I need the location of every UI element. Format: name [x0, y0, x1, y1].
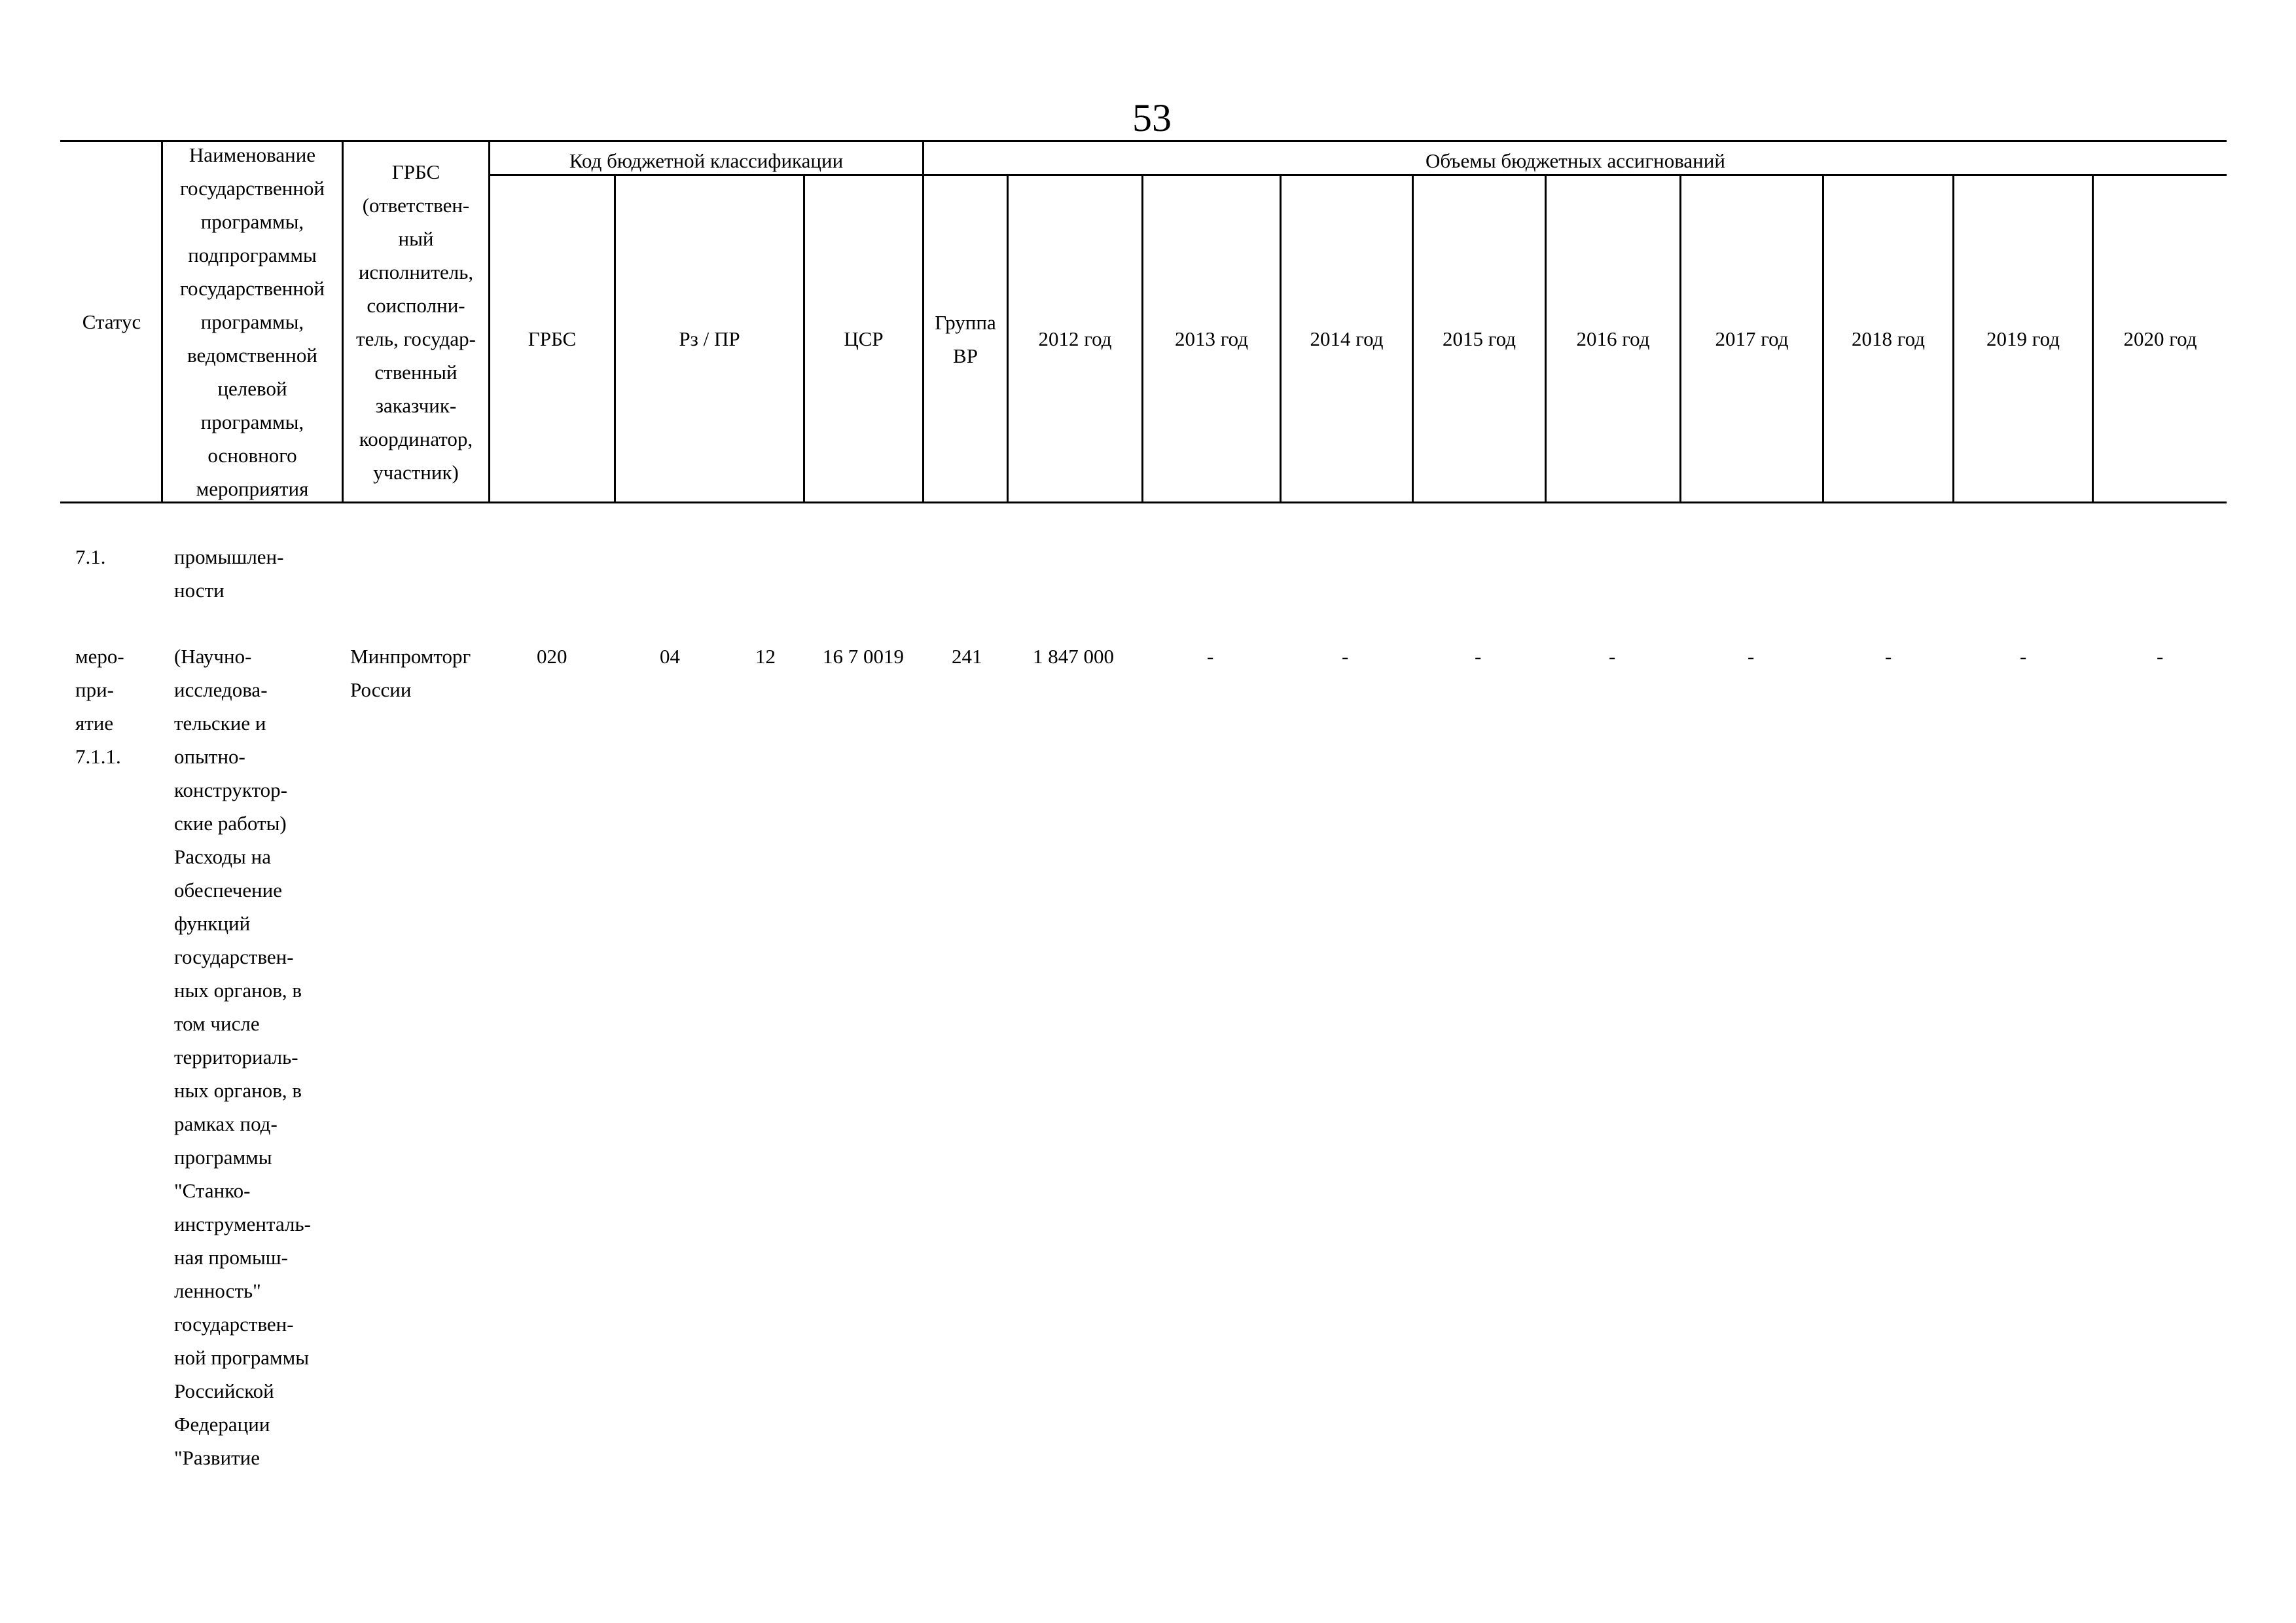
row-csr: 16 7 0019 [823, 645, 904, 668]
row-executor: Минпромторг России [350, 645, 471, 701]
row-value-2014: - [1342, 645, 1349, 668]
header-year-2012: 2012 год [1038, 327, 1112, 350]
header-rz-pr: Рз / ПР [679, 327, 740, 350]
header-vr: Группа ВР [935, 310, 996, 367]
row-program-name: промышлен- ности [174, 545, 284, 602]
header-year-2016: 2016 год [1576, 327, 1650, 350]
row-grbs: 020 [537, 645, 567, 668]
header-year-2013: 2013 год [1174, 327, 1249, 350]
row-value-2017: - [1748, 645, 1755, 668]
header-year-2017: 2017 год [1715, 327, 1789, 350]
row-rz: 04 [660, 645, 680, 668]
header-year-2015: 2015 год [1442, 327, 1516, 350]
row-value-2018: - [1885, 645, 1892, 668]
header-program-name: Наименование государственной программы, подпрограммы государственной программы, ведомственной целевой программы, основного мероприятия [180, 143, 325, 500]
row-value-2012: 1 847 000 [1033, 645, 1114, 668]
row-program-name: (Научно- исследова- тельские и опытно- конструктор- ские работы) Расходы на обеспечение функций государствен- ных органов, в том числе территориаль- ных органов, в рамках под- программы "Станко- инструменталь- ная промыш- ленность" государствен- ной программы Российской Федерации "Развитие [174, 645, 311, 1469]
row-vr: 241 [952, 645, 982, 668]
row-value-2013: - [1207, 645, 1214, 668]
header-grbs-executor: ГРБС (ответствен- ный исполнитель, соисполни- тель, государ- ственный заказчик- координатор, участник) [356, 160, 476, 484]
row-pr: 12 [755, 645, 776, 668]
row-status: меро- при- ятие 7.1.1. [75, 645, 124, 768]
page-number: 53 [1132, 96, 1172, 139]
row-value-2020: - [2157, 645, 2164, 668]
row-value-2016: - [1609, 645, 1616, 668]
header-year-2020: 2020 год [2123, 327, 2197, 350]
row-value-2019: - [2020, 645, 2027, 668]
header-budget-code-group: Код бюджетной классификации [569, 149, 844, 172]
header-grbs: ГРБС [528, 327, 577, 350]
header-status: Статус [82, 310, 141, 333]
row-value-2015: - [1475, 645, 1482, 668]
header-csr: ЦСР [844, 327, 884, 350]
header-year-2014: 2014 год [1310, 327, 1384, 350]
header-year-2019: 2019 год [1986, 327, 2060, 350]
header-bottom-rule [60, 501, 2227, 503]
header-budget-volumes-group: Объемы бюджетных ассигнований [1426, 149, 1725, 172]
row-status: 7.1. [75, 545, 106, 568]
header-year-2018: 2018 год [1851, 327, 1926, 350]
